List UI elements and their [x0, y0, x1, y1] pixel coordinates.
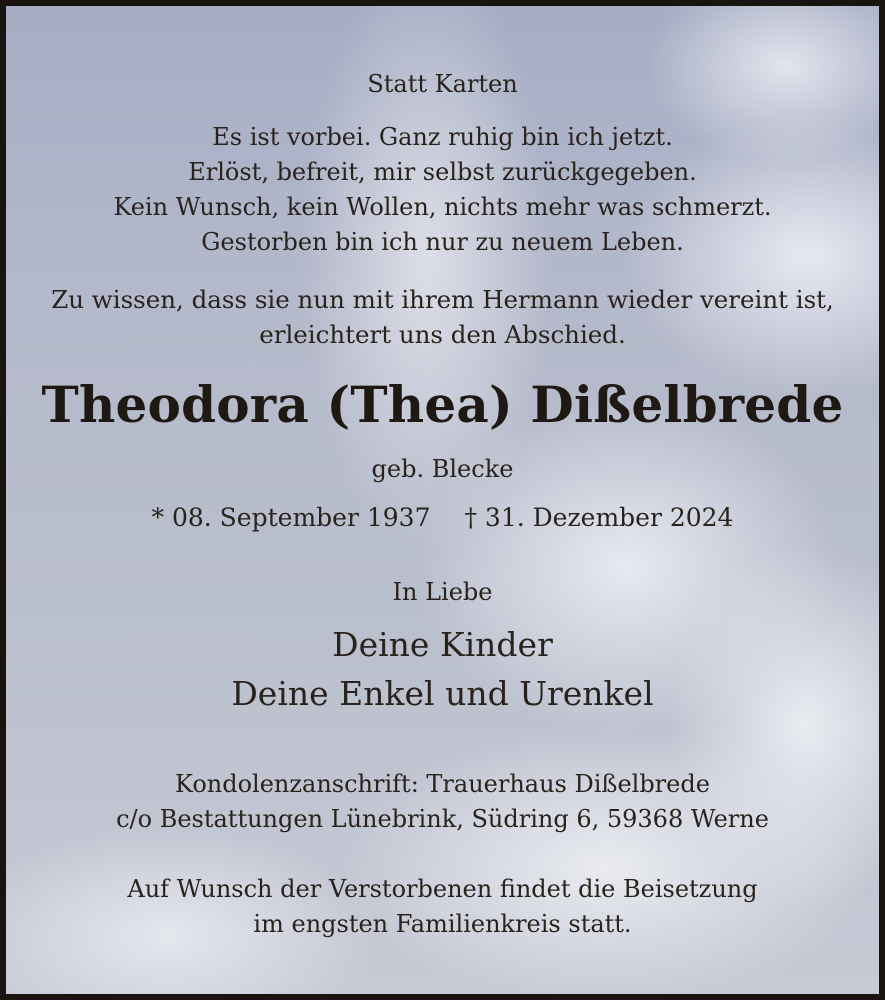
mourners-line-2: Deine Enkel und Urenkel [231, 674, 654, 713]
poem-line-2: Erlöst, befreit, mir selbst zurückgegeben. [188, 158, 697, 186]
maiden-name: geb. Blecke [371, 455, 514, 483]
burial-note-line-1: Auf Wunsch der Verstorbenen findet die Beisetzung [127, 875, 758, 903]
poem-line-4: Gestorben bin ich nur zu neuem Leben. [201, 228, 684, 256]
poem-line-3: Kein Wunsch, kein Wollen, nichts mehr was schmerzt. [113, 193, 772, 221]
statt-karten: Statt Karten [367, 70, 518, 98]
condolence-line-1: Kondolenzanschrift: Trauerhaus Dißelbrede [175, 770, 710, 798]
obituary-card [6, 6, 879, 994]
message-line-2: erleichtert uns den Abschied. [259, 320, 626, 349]
death-date: † 31. Dezember 2024 [464, 503, 734, 532]
life-dates [6, 503, 879, 532]
mourners-line-1: Deine Kinder [332, 625, 553, 664]
in-liebe: In Liebe [392, 578, 493, 606]
burial-note-line-2: im engsten Familienkreis statt. [253, 910, 632, 938]
poem-line-1: Es ist vorbei. Ganz ruhig bin ich jetzt. [212, 123, 673, 151]
message-line-1: Zu wissen, dass sie nun mit ihrem Hermann wieder vereint ist, [51, 285, 834, 314]
condolence-line-2: c/o Bestattungen Lünebrink, Südring 6, 59368 Werne [116, 805, 769, 833]
deceased-name: Theodora (Thea) Dißelbrede [41, 375, 844, 434]
birth-date: * 08. September 1937 [151, 503, 431, 532]
